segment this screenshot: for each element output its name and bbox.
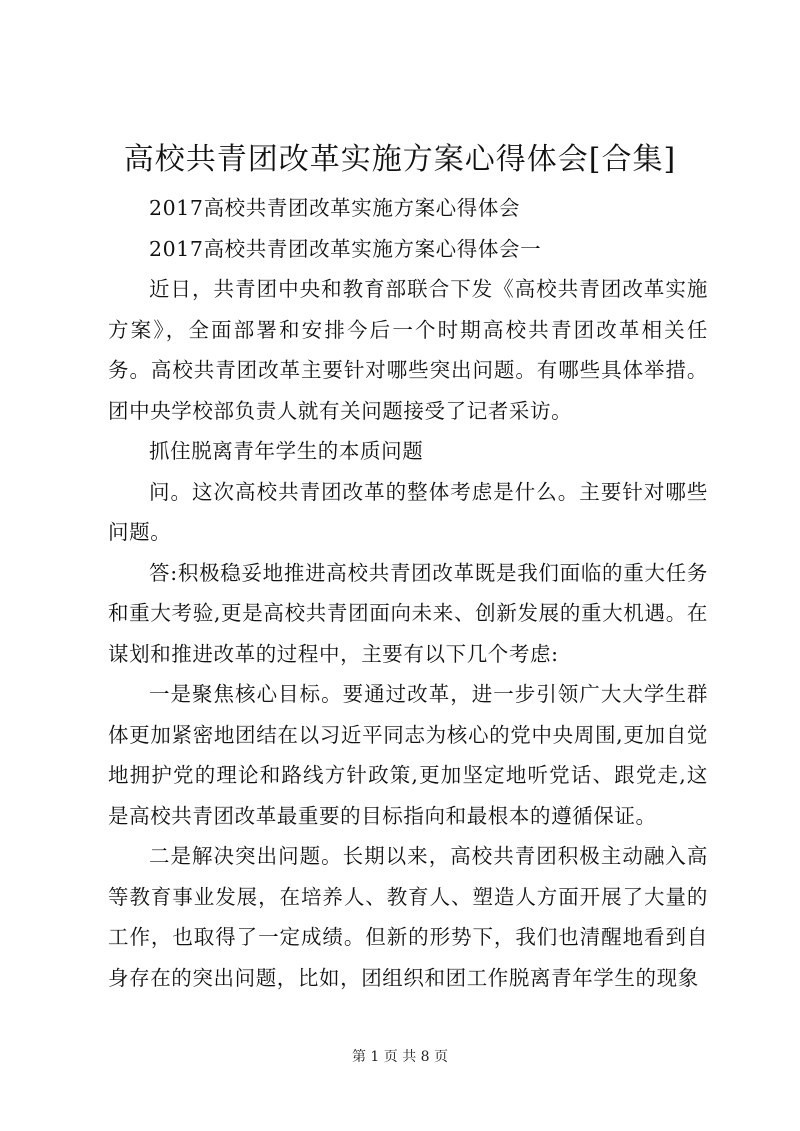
paragraph-answer: 答:积极稳妥地推进高校共青团改革既是我们面临的重大任务和重大考验,更是高校共青团面向未来、创新发展的重大机遇。在谋划和推进改革的过程中，主要有以下几个考虑: [108,560,708,666]
paragraph-1: 2017高校共青团改革实施方案心得体会 [149,196,521,220]
paragraph-point-1: 一是聚焦核心目标。要通过改革，进一步引领广大大学生群体更加紧密地团结在以习近平同志为核心的党中央周围,更加自觉地拥护党的理论和路线方针政策,更加坚定地听党话、跟党走,这是高校共青团改革最重要的目标指向和最根本的遵循保证。 [108,682,708,828]
paragraph-2: 2017高校共青团改革实施方案心得体会一 [149,236,542,261]
paragraph-3: 近日，共青团中央和教育部联合下发《高校共青团改革实施方案》，全面部署和安排今后一个时期高校共青团改革相关任务。高校共青团改革主要针对哪些突出问题。有哪些具体举措。团中央学校部负责人就有关问题接受了记者采访。 [108,277,708,423]
document-title: 高校共青团改革实施方案心得体会[合集] [123,142,677,177]
page-number-footer: 第 1 页 共 8 页 [351,1049,449,1065]
section-heading: 抓住脱离青年学生的本质问题 [149,439,424,463]
paragraph-question: 问。这次高校共青团改革的整体考虑是什么。主要针对哪些问题。 [108,479,708,544]
paragraph-point-2: 二是解决突出问题。长期以来，高校共青团积极主动融入高等教育事业发展，在培养人、教育人、塑造人方面开展了大量的工作，也取得了一定成绩。但新的形势下，我们也清醒地看到自身存在的突出问题，比如，团组织和团工作脱离青年学生的现象 [108,844,708,990]
document-body [108,188,708,998]
